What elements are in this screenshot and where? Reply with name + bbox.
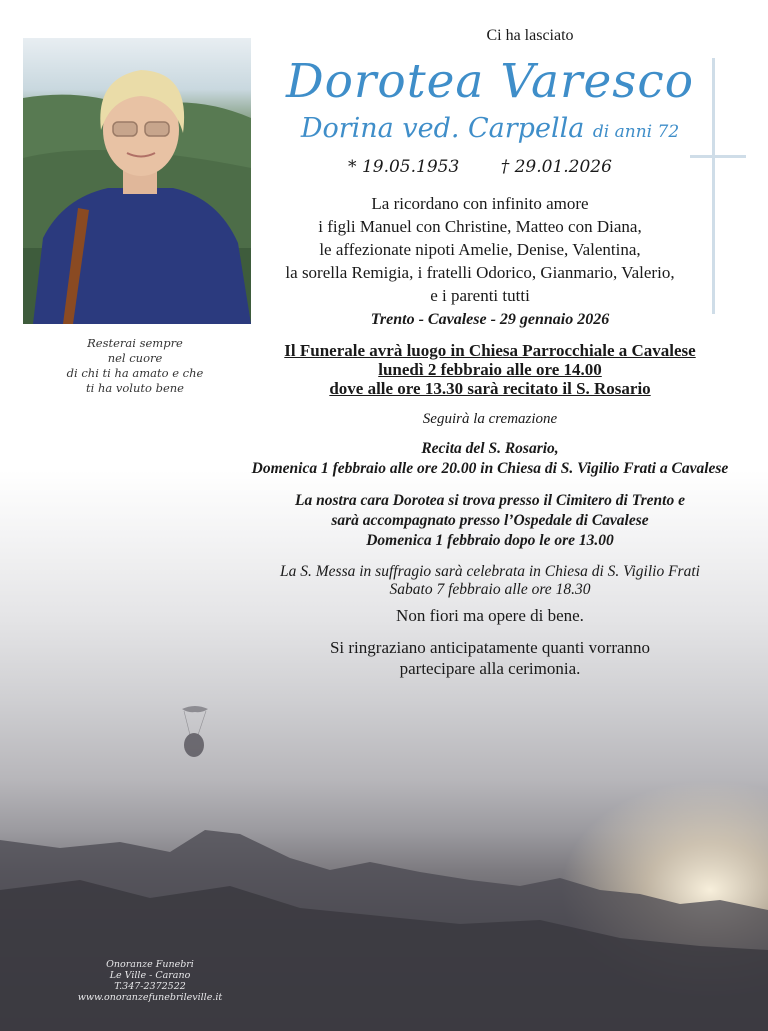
rosary-line: Domenica 1 febbraio alle ore 20.00 in Chiesa di S. Vigilio Frati a Cavalese [251,460,729,477]
mass-line: Sabato 7 febbraio alle ore 18.30 [389,581,591,598]
thanks-line: Si ringraziano anticipatamente quanti vorranno [329,638,651,657]
intro-text: Ci ha lasciato [486,27,574,44]
birth-date: * 19.05.1953 [348,157,460,177]
funeral-line: lunedì 2 febbraio alle ore 14.00 [378,360,602,379]
caption-line: ti ha voluto bene [86,381,184,395]
funeral-line: Il Funerale avrà luogo in Chiesa Parrocchiale a Cavalese [284,341,696,360]
rosary-info [190,439,768,479]
location-line: La nostra cara Dorotea si trova presso il Cimitero di Trento e [295,492,685,509]
life-dates [300,157,660,177]
paraglider-silhouette [172,705,218,760]
footer-website: www.onoranzefunebrileville.it [77,992,223,1003]
funeral-line: dove alle ore 13.30 sarà recitato il S. Rosario [329,379,651,398]
family-line: i figli Manuel con Christine, Matteo con Diana, [318,217,642,236]
funeral-home-footer [70,959,230,1003]
age-text: di anni 72 [592,122,680,142]
footer-line: Onoranze Funebri [106,959,194,970]
cremation-note: Seguirà la cremazione [422,411,558,427]
footer-line: Le Ville - Carano [109,970,191,981]
thanks-note [270,637,710,679]
deceased-name: Dorotea Varesco [285,54,695,109]
caption-line: di chi ti ha amato e che [66,366,204,380]
death-date: † 29.01.2026 [500,157,612,177]
caption-line: Resterai sempre [87,336,183,350]
family-line: La ricordano con infinito amore [371,194,589,213]
location-line: Domenica 1 febbraio dopo le ore 13.00 [366,532,614,549]
rosary-line: Recita del S. Rosario, [421,440,559,457]
family-line: e i parenti tutti [430,286,530,305]
flowers-note: Non fiori ma opere di bene. [396,606,584,625]
family-line: la sorella Remigia, i fratelli Odorico, Gianmario, Valerio, [285,263,675,282]
portrait-photo [23,38,251,324]
mass-info [220,563,760,599]
photo-caption [40,336,230,396]
location-note [240,491,740,551]
family-line: le affezionate nipoti Amelie, Denise, Valentina, [319,240,641,259]
location-line: sarà accompagnato presso l’Ospedale di Cavalese [331,512,649,529]
thanks-line: partecipare alla cerimonia. [399,659,581,678]
place-date: Trento - Cavalese - 29 gennaio 2026 [370,311,610,328]
mass-line: La S. Messa in suffragio sarà celebrata in Chiesa di S. Vigilio Frati [280,563,700,580]
footer-line: T.347-2372522 [114,981,186,992]
caption-line: nel cuore [107,351,163,365]
family-list [250,192,710,307]
deceased-subname [230,113,750,144]
funeral-info [240,341,740,398]
subname-text: Dorina ved. Carpella [300,113,585,144]
